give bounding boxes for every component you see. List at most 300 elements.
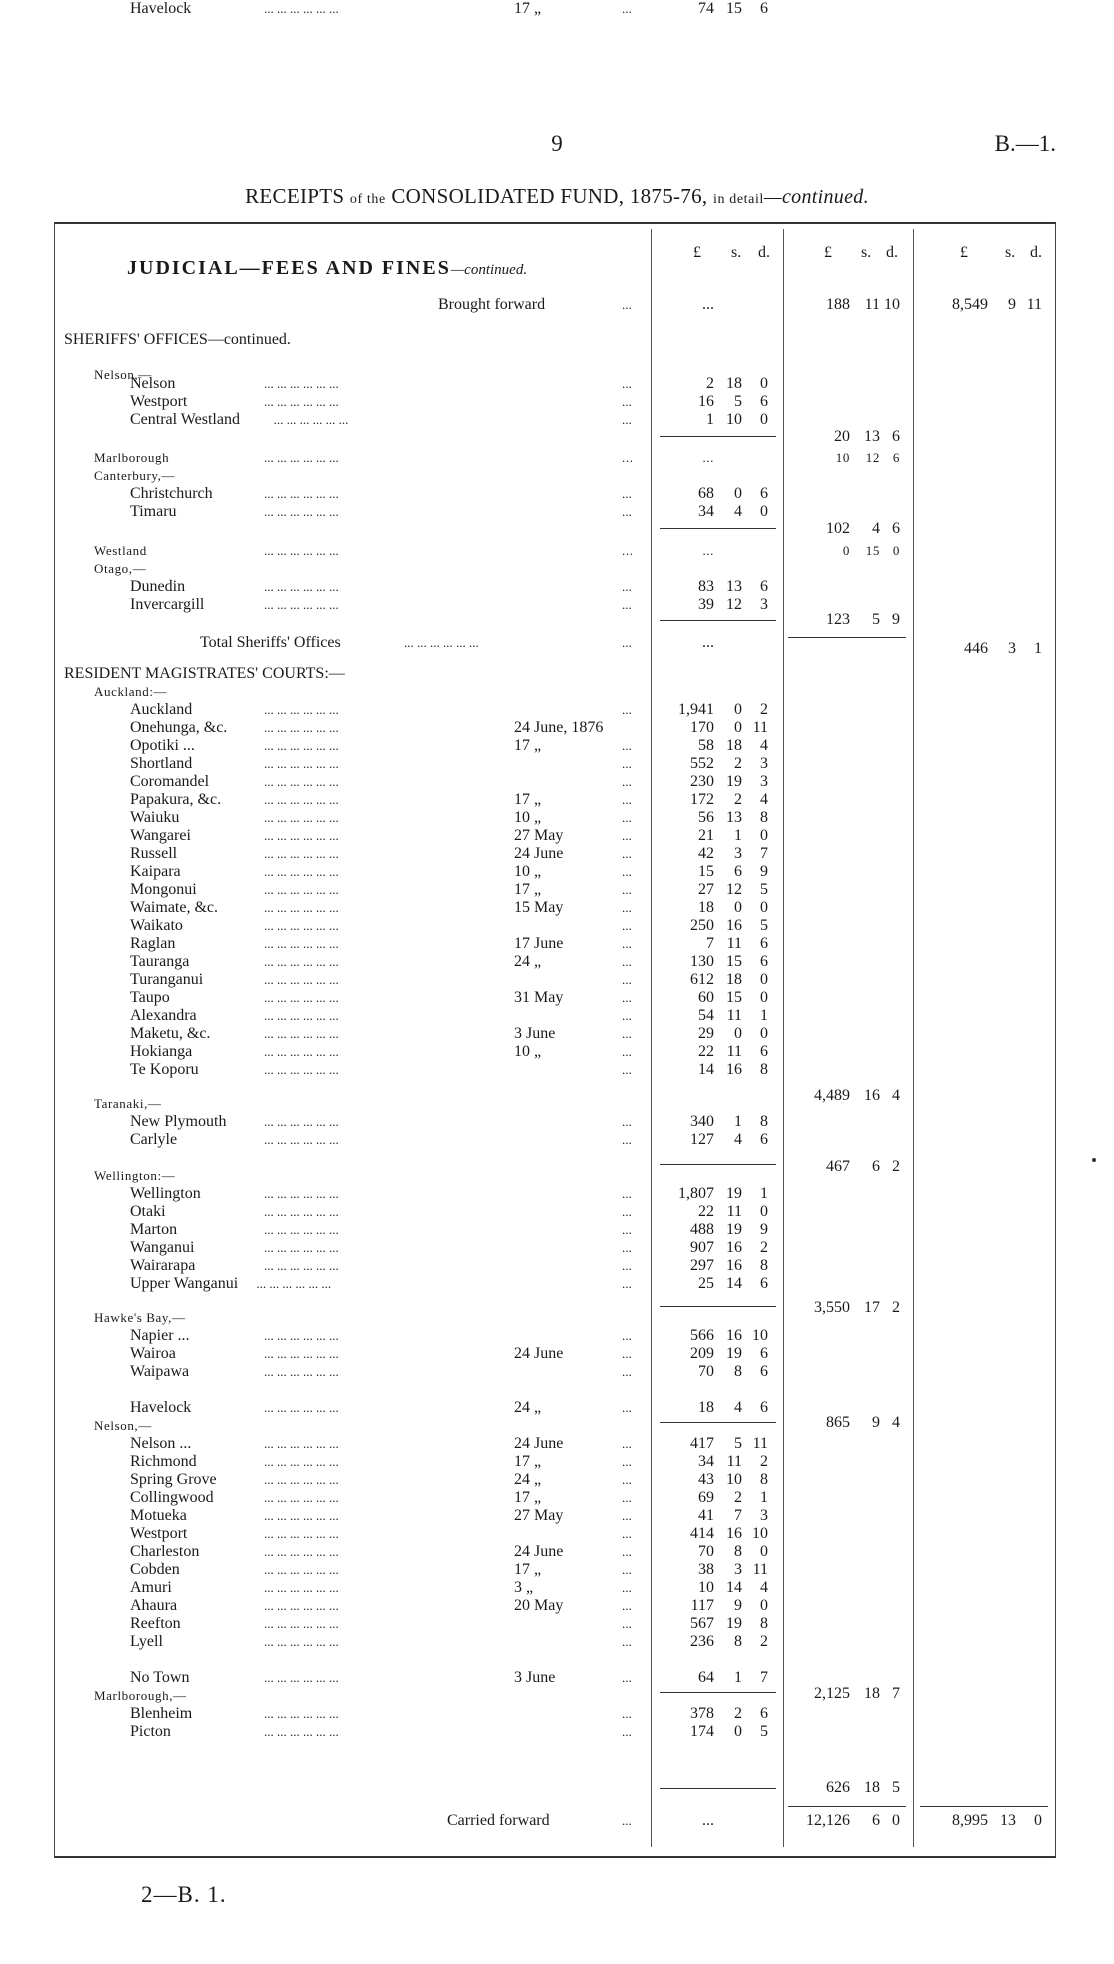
column-header-pence: d. [1030, 244, 1042, 261]
amount-pounds: 16 [698, 393, 714, 410]
leader-dots: ... [622, 756, 632, 771]
amount-pence: 8 [760, 1113, 768, 1130]
table-row [0, 634, 1114, 657]
amount-pence: 6 [760, 1131, 768, 1148]
document-title [0, 184, 1114, 209]
leader-dots: ... [622, 1544, 632, 1559]
section-subheading: SHERIFFS' OFFICES—continued. [64, 331, 291, 348]
table-row [0, 0, 1114, 18]
leader-dots: ... [622, 1114, 632, 1129]
amount-shillings: 8 [734, 1633, 742, 1650]
leader-dots: ... [622, 1454, 632, 1469]
amount-pounds: 69 [698, 1489, 714, 1506]
amount-pounds: 70 [698, 1543, 714, 1560]
row-label: Taupo [130, 989, 170, 1006]
row-date: 15 May [514, 899, 564, 916]
leader-dots: ... [622, 1526, 632, 1541]
amount-shillings: 11 [726, 935, 742, 952]
row-date: 24 June [514, 1435, 564, 1452]
amount-pounds: 8,549 [952, 296, 988, 313]
row-label: Onehunga, &c. [130, 719, 228, 736]
row-label: Nelson [130, 375, 176, 392]
leader-dots: ... [622, 1724, 632, 1739]
amount-pounds: 188 [826, 296, 850, 313]
amount-pence: 7 [892, 1685, 900, 1702]
amount-pence: 10 [752, 1525, 768, 1542]
amount-pounds: 340 [690, 1113, 714, 1130]
leader-dots: ... [622, 1204, 632, 1219]
amount-pence: 4 [760, 737, 768, 754]
table-row [0, 542, 1114, 560]
row-label: Auckland [130, 701, 193, 718]
table-row [0, 1453, 1114, 1471]
table-row [0, 827, 1114, 845]
amount-pounds: 102 [826, 520, 850, 537]
table-row [0, 665, 1114, 683]
leader-dots: ... ... ... ... ... ... [264, 1724, 339, 1739]
table-row [0, 375, 1114, 393]
amount-shillings: 16 [864, 1087, 880, 1104]
amount-shillings: 11 [864, 296, 880, 313]
leader-dots: ... ... ... ... ... ... [264, 1364, 339, 1379]
row-label: Dunedin [130, 578, 186, 595]
table-row [0, 393, 1114, 411]
amount-pounds: ... [702, 1812, 714, 1829]
subtotal-rule [788, 1806, 906, 1807]
table-row [0, 1615, 1114, 1633]
leader-dots: ... ... ... ... ... ... [264, 1114, 339, 1129]
table-row [0, 1043, 1114, 1061]
leader-dots: ... ... ... ... ... ... [264, 1598, 339, 1613]
leader-dots: ... [622, 1186, 632, 1201]
amount-shillings: 5 [734, 393, 742, 410]
subtotal-rule [660, 1306, 776, 1307]
amount-pence: 0 [760, 989, 768, 1006]
row-label: Wangarei [130, 827, 191, 844]
amount-pence: 1 [760, 1185, 768, 1202]
amount-pence: 3 [760, 1507, 768, 1524]
amount-pence: 8 [760, 1615, 768, 1632]
amount-pence: 2 [892, 1299, 900, 1316]
row-label: Richmond [130, 1453, 197, 1470]
leader-dots: ... ... ... ... ... ... [264, 702, 339, 717]
amount-pounds: 552 [690, 755, 714, 772]
amount-pounds: 488 [690, 1221, 714, 1238]
table-row [0, 1203, 1114, 1221]
amount-shillings: 18 [726, 737, 742, 754]
row-date: 3 June [514, 1669, 556, 1686]
amount-shillings: 15 [726, 989, 742, 1006]
subtotal-rule [660, 1788, 776, 1789]
group-label: Otago,— [94, 561, 147, 576]
amount-pence: 11 [752, 719, 768, 736]
row-label: Wairarapa [130, 1257, 196, 1274]
table-row [0, 1507, 1114, 1525]
amount-pounds: 38 [698, 1561, 714, 1578]
amount-shillings: 11 [726, 1043, 742, 1060]
table-row [0, 899, 1114, 917]
table-row [0, 1061, 1114, 1079]
table-row [0, 1561, 1114, 1579]
amount-shillings: 16 [726, 1327, 742, 1344]
amount-shillings: 12 [865, 450, 880, 465]
row-date: 10 „ [514, 1043, 542, 1060]
section-subheading: RESIDENT MAGISTRATES' COURTS:— [64, 665, 345, 682]
page-number: 9 [551, 131, 563, 156]
row-label: Kaipara [130, 863, 181, 880]
leader-dots: ... [622, 297, 632, 312]
table-row [0, 1525, 1114, 1543]
leader-dots: ... ... ... ... ... ... [264, 1454, 339, 1469]
amount-shillings: 2 [734, 755, 742, 772]
amount-pence: 0 [760, 1203, 768, 1220]
row-date: 17 „ [514, 737, 542, 754]
amount-pence: 6 [760, 578, 768, 595]
group-label: Nelson,— [94, 367, 152, 382]
amount-pence: 7 [760, 1669, 768, 1686]
amount-pence: 10 [752, 1327, 768, 1344]
leader-dots: ... ... ... ... ... ... [264, 579, 339, 594]
leader-dots: ... [622, 954, 632, 969]
amount-pence: 0 [760, 411, 768, 428]
row-label: Invercargill [130, 596, 205, 613]
leader-dots: ... [622, 1472, 632, 1487]
row-label: Timaru [130, 503, 177, 520]
leader-dots: ... [622, 1222, 632, 1237]
leader-dots: ... [622, 450, 634, 465]
amount-shillings: 16 [726, 1061, 742, 1078]
group-label: Canterbury,— [94, 468, 176, 483]
leader-dots: ... ... ... ... ... ... [264, 1044, 339, 1059]
leader-dots: ... ... ... ... ... ... [264, 1562, 339, 1577]
column-header-pounds: £ [693, 244, 701, 261]
leader-dots: ... [622, 1580, 632, 1595]
row-date: 31 May [514, 989, 564, 1006]
amount-pounds: 1,941 [678, 701, 714, 718]
amount-pounds: 18 [698, 1399, 714, 1416]
amount-pence: 6 [892, 450, 900, 465]
subtotal-row [0, 1158, 1114, 1176]
column-header-pounds: £ [824, 244, 832, 261]
amount-pounds: 64 [698, 1669, 714, 1686]
amount-shillings: 18 [726, 971, 742, 988]
amount-pence: 7 [760, 845, 768, 862]
table-row [0, 971, 1114, 989]
amount-pounds: 10 [698, 1579, 714, 1596]
subtotal-rule [660, 620, 776, 621]
amount-pence: 11 [752, 1435, 768, 1452]
leader-dots: ... [622, 1616, 632, 1631]
table-row [0, 560, 1114, 578]
table-row [0, 1257, 1114, 1275]
amount-pence: 0 [1034, 1812, 1042, 1829]
amount-pence: 6 [760, 1275, 768, 1292]
leader-dots: ... [622, 882, 632, 897]
leader-dots: ... ... ... ... ... ... [264, 1400, 339, 1415]
table-row [0, 467, 1114, 485]
amount-shillings: 4 [734, 1131, 742, 1148]
row-date: 17 June [514, 935, 564, 952]
amount-pounds: 378 [690, 1705, 714, 1722]
table-row [0, 809, 1114, 827]
amount-shillings: 19 [726, 773, 742, 790]
group-label: Hawke's Bay,— [94, 1310, 186, 1325]
amount-pounds: 43 [698, 1471, 714, 1488]
amount-shillings: 0 [734, 1025, 742, 1042]
amount-pounds: 130 [690, 953, 714, 970]
column-header-pence: d. [758, 244, 770, 261]
amount-pounds: 566 [690, 1327, 714, 1344]
amount-pence: 8 [760, 1471, 768, 1488]
subtotal-rule [660, 1692, 776, 1693]
amount-pounds: 29 [698, 1025, 714, 1042]
amount-pence: 0 [760, 1543, 768, 1560]
leader-dots: ... ... ... ... ... ... [273, 412, 349, 427]
group-label: Nelson,— [94, 1418, 152, 1433]
table-row [0, 1633, 1114, 1651]
subtotal-row [0, 520, 1114, 538]
amount-shillings: 16 [726, 1525, 742, 1542]
leader-dots: ... [622, 846, 632, 861]
amount-shillings: 3 [734, 845, 742, 862]
row-label: Waipawa [130, 1363, 190, 1380]
leader-dots: ... ... ... ... ... ... [264, 394, 339, 409]
row-label: Central Westland [130, 411, 240, 428]
leader-dots: ... [622, 1634, 632, 1649]
table-row [0, 503, 1114, 521]
amount-pence: 6 [760, 1705, 768, 1722]
amount-shillings: 13 [1000, 1812, 1016, 1829]
amount-pounds: 127 [690, 1131, 714, 1148]
amount-pounds: 0 [842, 543, 850, 558]
leader-dots: ... ... ... ... ... ... [264, 846, 339, 861]
leader-dots: ... [622, 702, 632, 717]
leader-dots: ... [622, 738, 632, 753]
subtotal-rule [660, 528, 776, 529]
amount-shillings: 2 [734, 1489, 742, 1506]
amount-pounds: 34 [698, 503, 714, 520]
amount-pounds: 12,126 [806, 1812, 850, 1829]
amount-pence: 0 [892, 1812, 900, 1829]
amount-shillings: 14 [726, 1579, 742, 1596]
leader-dots: ... ... ... ... ... ... [264, 1580, 339, 1595]
table-row [0, 791, 1114, 809]
amount-pounds: 54 [698, 1007, 714, 1024]
leader-dots: ... ... ... ... ... ... [264, 864, 339, 879]
row-date: 24 June [514, 845, 564, 862]
row-label: New Plymouth [130, 1113, 227, 1130]
amount-pence: 0 [760, 971, 768, 988]
row-label: Waikato [130, 917, 183, 934]
amount-pence: 2 [892, 1158, 900, 1175]
amount-shillings: 15 [726, 953, 742, 970]
leader-dots: ... ... ... ... ... ... [264, 1186, 339, 1201]
leader-dots: ... [622, 1240, 632, 1255]
amount-pounds: 83 [698, 578, 714, 595]
table-row [0, 1543, 1114, 1561]
row-date: 17 „ [514, 1561, 542, 1578]
total-label: Total Sheriffs' Offices [200, 634, 341, 651]
amount-pounds: 21 [698, 827, 714, 844]
column-header-shillings: s. [1005, 244, 1016, 261]
row-label: Amuri [130, 1579, 172, 1596]
table-row [0, 1363, 1114, 1381]
amount-shillings: 11 [726, 1007, 742, 1024]
leader-dots: ... [622, 828, 632, 843]
row-label: Charleston [130, 1543, 200, 1560]
leader-dots: ... ... ... ... ... ... [264, 1472, 339, 1487]
section-title-suffix: —continued. [450, 262, 528, 278]
leader-dots: ... [622, 918, 632, 933]
leader-dots: ... [622, 990, 632, 1005]
table-row [0, 917, 1114, 935]
amount-pounds: 417 [690, 1435, 714, 1452]
amount-pence: 8 [760, 1061, 768, 1078]
amount-shillings: 13 [726, 578, 742, 595]
leader-dots: ... ... ... ... ... ... [404, 635, 479, 650]
group-label: Auckland:— [94, 684, 168, 699]
amount-pounds: 27 [698, 881, 714, 898]
amount-pounds: 25 [698, 1275, 714, 1292]
leader-dots: ... ... ... ... ... ... [264, 738, 339, 753]
table-row [0, 1007, 1114, 1025]
amount-pence: 5 [760, 1723, 768, 1740]
amount-pounds: 34 [698, 1453, 714, 1470]
subtotal-rule [788, 637, 906, 638]
row-label: Ahaura [130, 1597, 178, 1614]
amount-shillings: 9 [1008, 296, 1016, 313]
table-row [0, 411, 1114, 429]
amount-pounds: ... [702, 543, 714, 558]
amount-pence: 6 [760, 1043, 768, 1060]
amount-pence: 11 [1026, 296, 1042, 313]
amount-pounds: 209 [690, 1345, 714, 1362]
leader-dots: ... ... ... ... ... ... [264, 918, 339, 933]
leader-dots: ... ... ... ... ... ... [264, 1240, 339, 1255]
amount-shillings: 6 [734, 863, 742, 880]
table-row [0, 331, 1114, 349]
row-label: Havelock [130, 1399, 192, 1416]
amount-shillings: 6 [872, 1812, 880, 1829]
row-label: Wanganui [130, 1239, 195, 1256]
row-label: Motueka [130, 1507, 187, 1524]
row-date: 17 „ [514, 0, 542, 17]
row-label: Upper Wanganui [130, 1275, 239, 1292]
leader-dots: ... [622, 1813, 632, 1828]
leader-dots: ... ... ... ... ... ... [264, 810, 339, 825]
leader-dots: ... [622, 1044, 632, 1059]
row-date: 24 June [514, 1543, 564, 1560]
amount-pounds: 250 [690, 917, 714, 934]
amount-shillings: 7 [734, 1507, 742, 1524]
table-row [0, 1597, 1114, 1615]
row-date: 20 May [514, 1597, 564, 1614]
amount-shillings: 8 [734, 1543, 742, 1560]
leader-dots: ... [622, 1026, 632, 1041]
leader-dots: ... ... ... ... ... ... [256, 1276, 332, 1291]
amount-pounds: 22 [698, 1043, 714, 1060]
amount-pounds: 1,807 [678, 1185, 714, 1202]
amount-pence: 0 [760, 503, 768, 520]
subtotal-row [0, 1087, 1114, 1105]
carried-forward-label: Carried forward [447, 1812, 550, 1829]
row-label: Coromandel [130, 773, 210, 790]
table-row [0, 935, 1114, 953]
amount-pounds: 22 [698, 1203, 714, 1220]
table-row [0, 1579, 1114, 1597]
leader-dots: ... [622, 579, 632, 594]
row-date: 27 May [514, 1507, 564, 1524]
row-label: Russell [130, 845, 178, 862]
table-row [0, 1705, 1114, 1723]
amount-pence: 6 [892, 520, 900, 537]
table-row [0, 1221, 1114, 1239]
amount-shillings: 6 [872, 1158, 880, 1175]
amount-pounds: 230 [690, 773, 714, 790]
table-row [0, 683, 1114, 701]
leader-dots: ... [622, 635, 632, 650]
amount-pence: 11 [752, 1561, 768, 1578]
amount-shillings: 14 [726, 1275, 742, 1292]
amount-pence: 5 [760, 881, 768, 898]
subtotal-row [0, 1779, 1114, 1797]
row-label: Carlyle [130, 1131, 178, 1148]
row-date: 10 „ [514, 809, 542, 826]
amount-pounds: ... [702, 296, 714, 313]
amount-pounds: 2,125 [814, 1685, 850, 1702]
amount-pence: 1 [760, 1007, 768, 1024]
amount-shillings: 13 [726, 809, 742, 826]
leader-dots: ... ... ... ... ... ... [264, 1132, 339, 1147]
table-row [0, 989, 1114, 1007]
subtotal-row [0, 1414, 1114, 1432]
leader-dots: ... [622, 1670, 632, 1685]
leader-dots: ... ... ... ... ... ... [264, 597, 339, 612]
amount-pence: 9 [760, 1221, 768, 1238]
group-label: Westland [94, 543, 147, 558]
table-row [0, 953, 1114, 971]
leader-dots: ... [622, 1364, 632, 1379]
leader-dots: ... [622, 774, 632, 789]
subtotal-row [0, 1299, 1114, 1317]
amount-shillings: 19 [726, 1221, 742, 1238]
amount-shillings: 19 [726, 1615, 742, 1632]
row-date: 27 May [514, 827, 564, 844]
amount-shillings: 16 [726, 917, 742, 934]
row-label: Turanganui [130, 971, 204, 988]
amount-pence: 3 [760, 773, 768, 790]
table-row [0, 863, 1114, 881]
row-label: Otaki [130, 1203, 166, 1220]
amount-pounds: 4,489 [814, 1087, 850, 1104]
amount-shillings: 16 [726, 1257, 742, 1274]
leader-dots: ... [622, 1508, 632, 1523]
leader-dots: ... ... ... ... ... ... [264, 1258, 339, 1273]
amount-shillings: 18 [726, 375, 742, 392]
table-row [0, 1471, 1114, 1489]
leader-dots: ... ... ... ... ... ... [264, 1204, 339, 1219]
row-date: 10 „ [514, 863, 542, 880]
table-row [0, 485, 1114, 503]
amount-shillings: 2 [734, 791, 742, 808]
amount-pence: 8 [760, 809, 768, 826]
leader-dots: ... [622, 597, 632, 612]
amount-shillings: 0 [734, 719, 742, 736]
amount-pounds: 414 [690, 1525, 714, 1542]
row-label: Hokianga [130, 1043, 193, 1060]
amount-shillings: 12 [726, 596, 742, 613]
amount-pounds: 68 [698, 485, 714, 502]
